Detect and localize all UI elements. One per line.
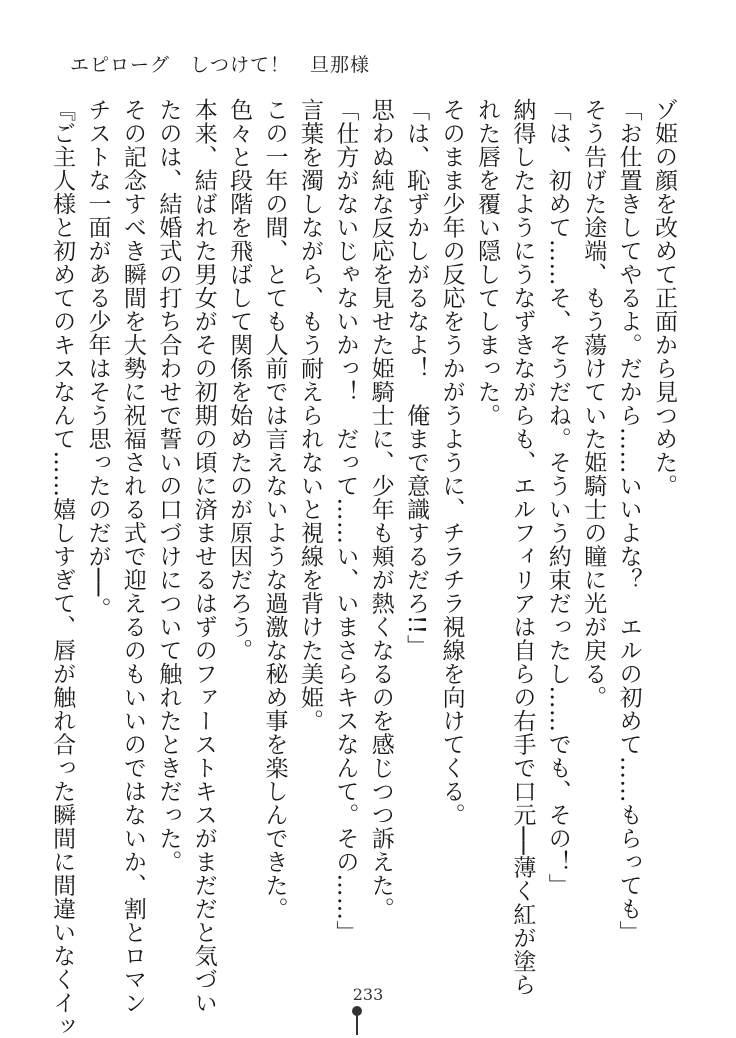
page-marker-ornament [352,1006,362,1034]
text-line: 思わぬ純な反応を見せた姫騎士に、少年も頬が熱くなるのを感じつつ訴えた。 [367,98,394,921]
text-line: 「は、初めて……そ、そうだね。そういう約束だったし……でも、その！」 [544,98,571,897]
running-header: エピローグ しつけて！ 旦那様 [70,54,371,76]
text-line: 「お仕置きしてやるよ。だから……いいよな？ エルの初めて……もらっても」 [615,98,642,944]
text-line: 『ご主人様と初めてのキスなんて……嬉しすぎて、唇が触れ合った瞬間に間違いなくイッ [49,98,76,1038]
text-line: 言葉を濁しながら、もう耐えられないと視線を背けた美姫。 [296,98,323,733]
text-line: れた唇を覆い隠してしまった。 [473,98,500,427]
marker-line [356,1015,358,1035]
page-number: 233 [352,985,384,1004]
text-line: そう告げた途端、もう蕩けていた姫騎士の瞳に光が戻る。 [580,98,607,709]
text-line: 「仕方がないじゃないかっ！ だって……い、いまさらキスなんて。その……」 [332,98,359,944]
text-line: たのは、結婚式の打ち合わせで誓いの口づけについて触れたときだった。 [155,98,182,874]
text-line: 「は、恥ずかしがるなよ！ 俺まで意識するだろ!!」 [403,98,430,658]
text-line: その記念すべき瞬間を大勢に祝福される式で迎えるのもいいのではないか、割とロマン [119,98,146,1015]
text-line: そのまま少年の反応をうかがうように、チラチラ視線を向けてくる。 [438,98,465,827]
text-line: 色々と段階を飛ばして関係を始めたのが原因だろう。 [226,98,253,662]
text-line: 本来、結ばれた男女がその初期の頃に済ませるはずのファーストキスがまだだと気づい [190,98,217,1015]
text-line: この一年の間、とても人前では言えないような過激な秘め事を楽しんできた。 [261,98,288,921]
text-line: チストな一面がある少年はそう思ったのだが──。 [84,98,111,621]
text-line: 納得したようにうなずきながらも、エルフィリアは自らの右手で口元──薄く紅が塗ら [509,98,536,997]
text-line: ゾ姫の顔を改めて正面から見つめた。 [651,98,677,498]
